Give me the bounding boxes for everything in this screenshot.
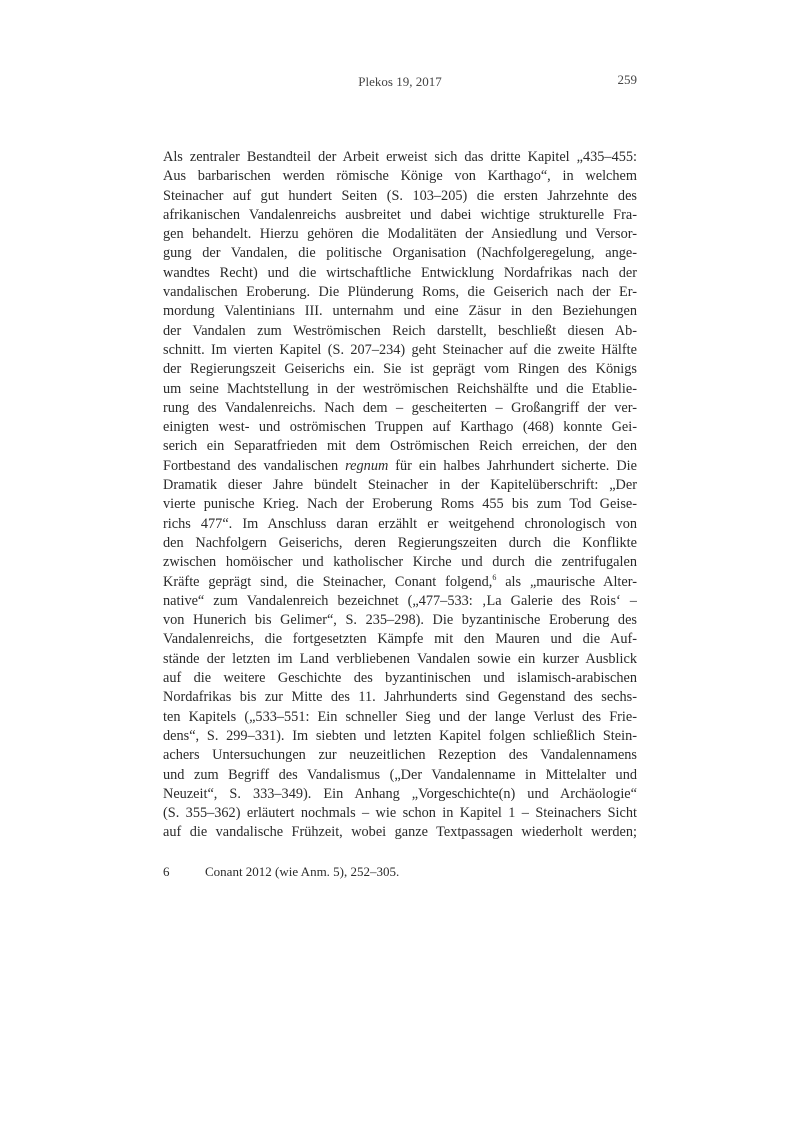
- text-line: Steinacher auf gut hundert Seiten (S. 103–205) die ersten Jahrzehnte des: [163, 187, 637, 204]
- text-line: Als zentraler Bestandteil der Arbeit erweist sich das dritte Kapitel „435–455:: [163, 149, 637, 165]
- page-number: 259: [617, 72, 637, 87]
- text-line: einigten west- und oströmischen Truppen auf Karthago (468) konnte Gei-: [163, 419, 637, 436]
- text-line: rung des Vandalenreichs. Nach dem – gescheiterten – Großangriff der ver-: [163, 399, 637, 416]
- running-head: Plekos 19, 2017: [358, 74, 442, 89]
- text-line: schnitt. Im vierten Kapitel (S. 207–234) geht Steinacher auf die zweite Hälfte: [163, 341, 637, 358]
- footnote-text: Conant 2012 (wie Anm. 5), 252–305.: [205, 864, 400, 879]
- text-line: und zum Begriff des Vandalismus („Der Vandalenname in Mittelalter und: [163, 766, 637, 783]
- text-line: afrikanischen Vandalenreichs ausbreitet und dabei wichtige strukturelle Fra-: [163, 206, 637, 223]
- text-line: um seine Machtstellung in der weströmischen Reichshälfte und die Etablie-: [163, 380, 637, 397]
- footnote-number: 6: [163, 864, 170, 879]
- text-line: (S. 355–362) erläutert nochmals – wie schon in Kapitel 1 – Steinachers Sicht: [163, 805, 637, 822]
- text-line: Neuzeit“, S. 333–349). Ein Anhang „Vorgeschichte(n) und Archäologie“: [163, 785, 637, 802]
- text-line: richs 477“. Im Anschluss daran erzählt er weitgehend chronologisch von: [163, 515, 637, 532]
- text-line: vierte punische Krieg. Nach der Eroberung Roms 455 bis zum Tod Geise-: [163, 496, 637, 513]
- text-line: auf die vandalische Frühzeit, wobei ganze Textpassagen wiederholt werden;: [163, 824, 637, 841]
- text-segment: für ein halbes Jahrhundert sicherte. Die: [388, 457, 637, 474]
- text-line: mordung Valentinians III. unternahm und eine Zäsur in den Beziehungen: [163, 303, 637, 320]
- text-line: vandalischen Eroberung. Die Plünderung Roms, die Geiserich nach der Er-: [163, 284, 637, 301]
- text-line: dens“, S. 299–331). Im siebten und letzten Kapitel folgen schließlich Stein-: [163, 727, 637, 744]
- text-segment: Fortbestand des vandalischen: [163, 457, 346, 474]
- text-line: Aus barbarischen werden römische Könige von Karthago“, in welchem: [163, 168, 637, 185]
- text-line: den Nachfolgern Geiserichs, deren Regierungszeiten durch die Konflikte: [163, 534, 637, 551]
- text-line: ten Kapitels („533–551: Ein schneller Sieg und der lange Verlust des Frie-: [163, 708, 637, 725]
- text-line: von Hunerich bis Gelimer“, S. 235–298). Die byzantinische Eroberung des: [163, 612, 637, 629]
- text-segment: als „maurische Alter-: [496, 573, 637, 590]
- text-line: Dramatik dieser Jahre bündelt Steinacher in der Kapitelüberschrift: „Der: [163, 477, 637, 494]
- text-line: Nordafrikas bis zur Mitte des 11. Jahrhunderts sind Gegenstand des sechs-: [163, 689, 637, 706]
- body-paragraph: [163, 148, 637, 843]
- text-line: zwischen homöischer und katholischer Kirche und durch die zentrifugalen: [163, 554, 637, 571]
- italic-term: regnum: [345, 457, 389, 474]
- text-line: auf die weitere Geschichte des byzantinischen und islamisch-arabischen: [163, 670, 637, 687]
- text-line: gung der Vandalen, die politische Organisation (Nachfolgeregelung, ange-: [163, 245, 637, 262]
- text-line: der Regierungszeit Geiserichs ein. Sie ist geprägt vom Ringen des Königs: [163, 361, 637, 378]
- text-line: [163, 573, 637, 592]
- text-line: serich ein Separatfrieden mit dem Oströmischen Reich erreichen, der den: [163, 438, 637, 455]
- text-segment: Kräfte geprägt sind, die Steinacher, Conant folgend,: [163, 573, 493, 590]
- text-line: native“ zum Vandalenreich bezeichnet („477–533: ‚La Galerie des Rois‘ –: [163, 592, 637, 609]
- text-line: wandtes Recht) und die wirtschaftliche Entwicklung Nordafrikas nach der: [163, 264, 637, 281]
- text-line: [163, 457, 637, 476]
- text-line: stände der letzten im Land verbliebenen Vandalen sowie ein kurzer Ausblick: [163, 650, 637, 667]
- text-line: Vandalenreichs, die fortgesetzten Kämpfe mit den Mauren und die Auf-: [163, 631, 637, 648]
- footnote: [163, 864, 399, 880]
- text-line: gen behandelt. Hierzu gehören die Modalitäten der Ansiedlung und Versor-: [163, 226, 637, 243]
- text-line: achers Untersuchungen zur neuzeitlichen Rezeption des Vandalennamens: [163, 747, 637, 764]
- text-line: der Vandalen zum Weströmischen Reich darstellt, beschließt diesen Ab-: [163, 322, 637, 339]
- footnote-ref: 6: [492, 572, 497, 582]
